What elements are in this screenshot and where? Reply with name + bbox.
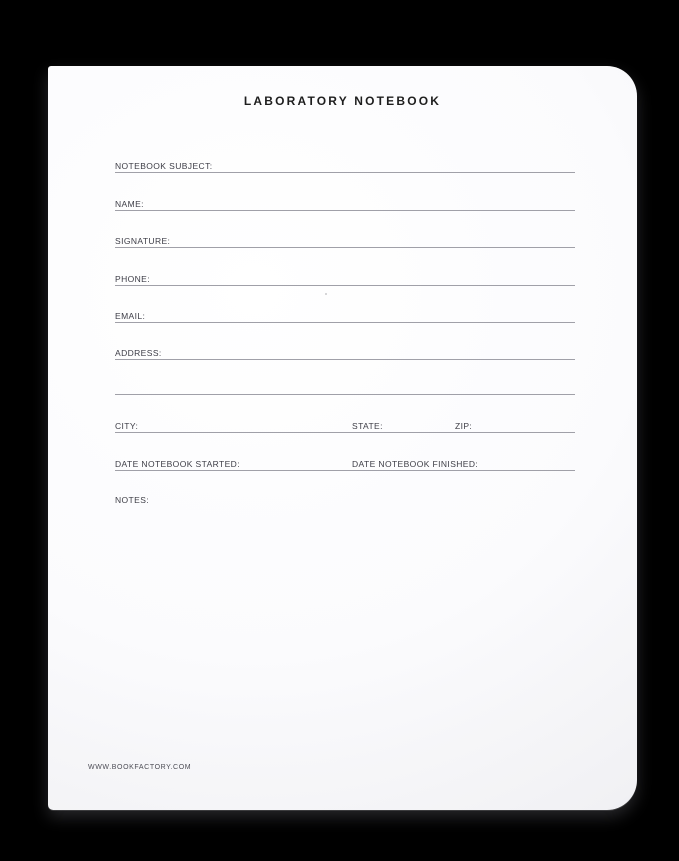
field-email <box>115 306 575 323</box>
field-address <box>115 343 575 360</box>
field-signature <box>115 231 575 248</box>
footer-website: WWW.BOOKFACTORY.COM <box>88 764 192 771</box>
field-label-signature: SIGNATURE: <box>115 236 171 246</box>
notebook-page <box>48 66 637 810</box>
field-label-subject: NOTEBOOK SUBJECT: <box>115 161 213 171</box>
field-subject <box>115 156 575 173</box>
field-phone <box>115 269 575 286</box>
field-label-date-started: DATE NOTEBOOK STARTED: <box>115 459 240 469</box>
paper-speck <box>325 293 327 295</box>
field-label-city: CITY: <box>115 421 139 431</box>
field-label-email: EMAIL: <box>115 311 146 321</box>
field-city-state-zip <box>115 416 575 433</box>
field-address-line2 <box>115 378 575 395</box>
field-label-notes: NOTES: <box>115 495 150 505</box>
field-dates <box>115 454 575 471</box>
field-label-phone: PHONE: <box>115 274 150 284</box>
field-label-zip: ZIP: <box>455 421 473 431</box>
field-label-name: NAME: <box>115 199 144 209</box>
page-title: LABORATORY NOTEBOOK <box>243 94 442 108</box>
field-name <box>115 194 575 211</box>
field-label-address: ADDRESS: <box>115 348 162 358</box>
field-notes <box>115 490 575 506</box>
field-label-date-finished: DATE NOTEBOOK FINISHED: <box>352 459 479 469</box>
field-label-state: STATE: <box>352 421 383 431</box>
